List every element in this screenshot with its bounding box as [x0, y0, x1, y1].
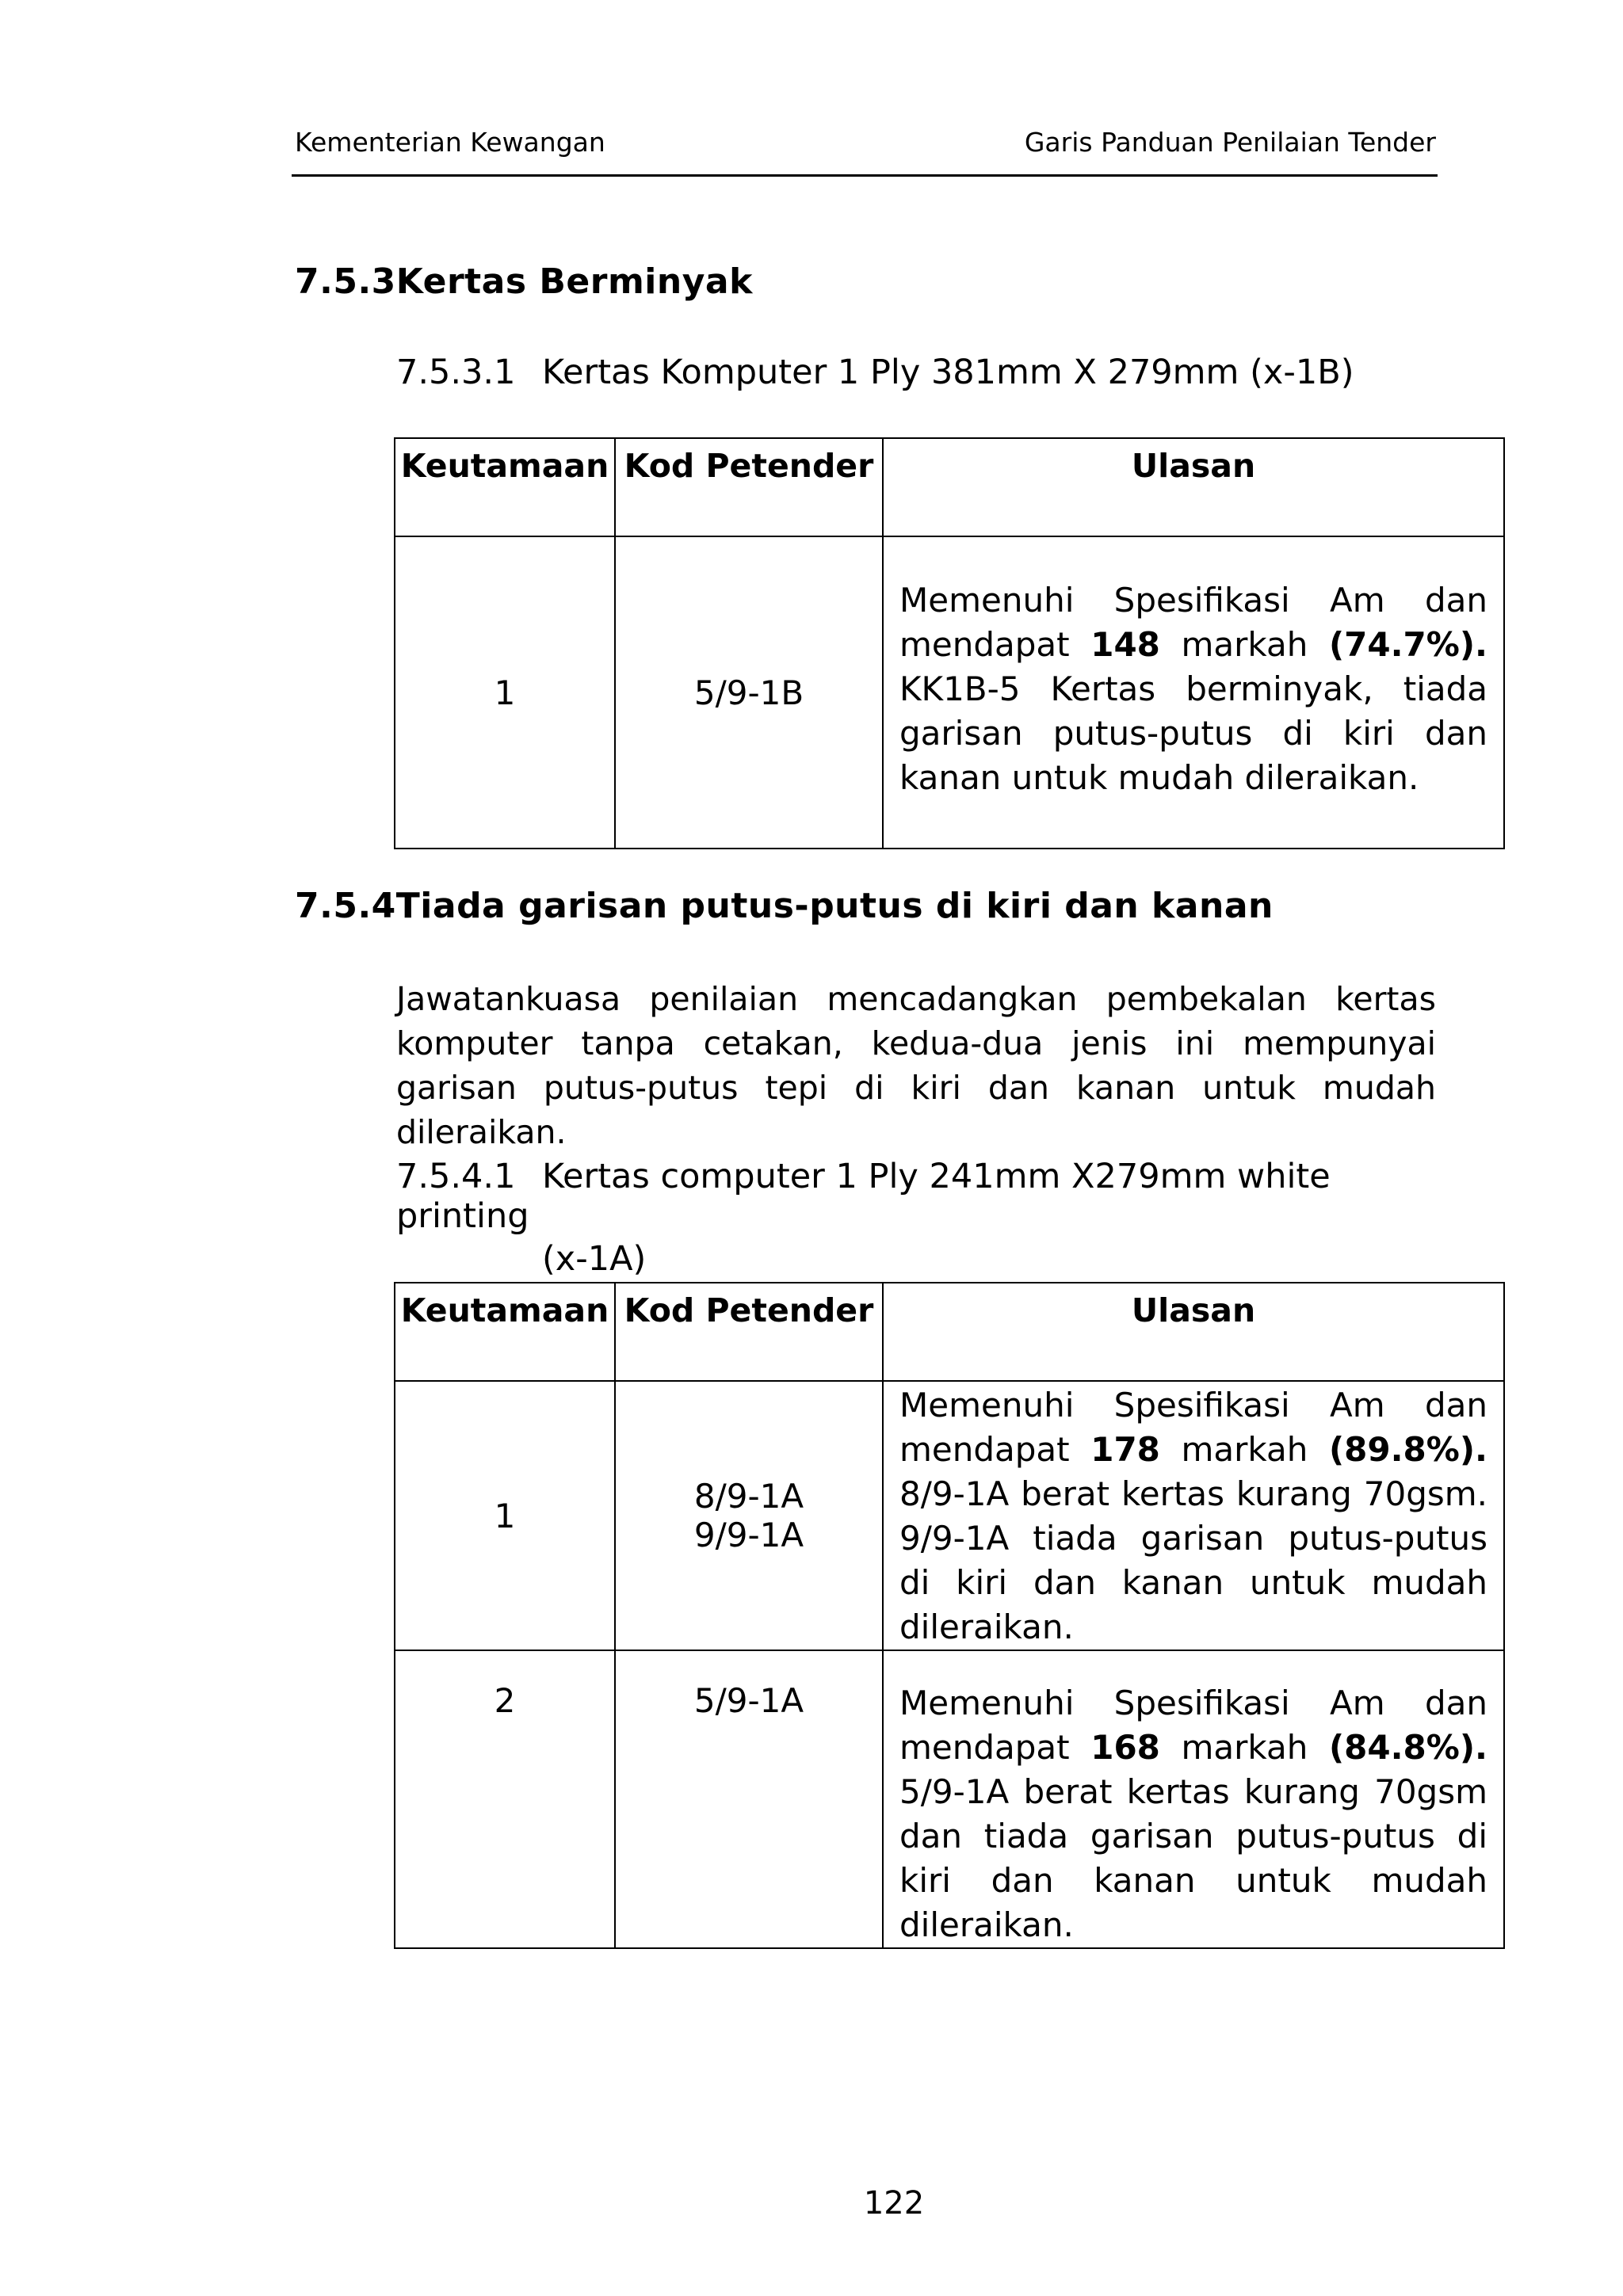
subsection-title: Kertas computer 1 Ply 241mm X279mm white printing: [396, 1157, 1331, 1236]
col-header-keutamaan: Keutamaan: [395, 1283, 615, 1381]
rank-cell: 2: [395, 1650, 615, 1948]
subsection-title-cont: (x-1A): [542, 1239, 647, 1279]
rank-cell: 1: [395, 536, 615, 849]
ulasan-cell: [883, 1381, 1504, 1650]
subsection-number: 7.5.4.1: [396, 1157, 516, 1196]
section-754-title: 7.5.4Tiada garisan putus-putus di kiri dan kanan: [295, 886, 1274, 926]
ulasan-markah: markah: [1159, 1430, 1329, 1469]
code-line: 5/9-1A: [693, 1681, 804, 1720]
subsection-number: 7.5.3.1: [396, 353, 516, 392]
col-header-ulasan: Ulasan: [883, 438, 1504, 536]
marks-value: 168: [1090, 1728, 1160, 1767]
marks-value: 178: [1090, 1430, 1160, 1469]
subsection-7541: [396, 1157, 1436, 1279]
section-754-paragraph: Jawatankuasa penilaian mencadangkan pembekalan kertas komputer tanpa cetakan, kedua-dua jenis ini mempunyai garisan putus-putus tepi di kiri dan kanan untuk mudah dileraikan.: [396, 980, 1436, 1151]
ulasan-text: Memenuhi Spesifikasi Am dan mendapat: [899, 1684, 1487, 1767]
code-line: 5/9-1B: [693, 673, 804, 712]
percent-value: (74.7%).: [1328, 625, 1487, 664]
header-right: Garis Panduan Penilaian Tender: [1024, 127, 1436, 158]
code-cell: [615, 1650, 883, 1948]
col-header-keutamaan: Keutamaan: [395, 438, 615, 536]
table-ranking-1b: [394, 437, 1505, 849]
ulasan-remark: 5/9-1A berat kertas kurang 70gsm dan tiada garisan putus-putus di kiri dan kanan untuk mudah dileraikan.: [899, 1772, 1487, 1944]
table-ranking-1a: [394, 1282, 1505, 1949]
table-header-row: [395, 438, 1504, 536]
rank-cell: 1: [395, 1381, 615, 1650]
page-number: 122: [863, 2185, 925, 2222]
code-line: 9/9-1A: [693, 1516, 804, 1554]
code-cell: [615, 1381, 883, 1650]
ulasan-remark: KK1B-5 Kertas berminyak, tiada garisan putus-putus di kiri dan kanan untuk mudah dileraikan.: [899, 669, 1487, 797]
subsection-title: Kertas Komputer 1 Ply 381mm X 279mm (x-1B): [542, 353, 1354, 392]
header-rule: [292, 174, 1438, 177]
table-row: [395, 1381, 1504, 1650]
code-cell: [615, 536, 883, 849]
col-header-kod-petender: Kod Petender: [615, 1283, 883, 1381]
table-row: [395, 1650, 1504, 1948]
percent-value: (84.8%).: [1328, 1728, 1487, 1767]
ulasan-remark: 8/9-1A berat kertas kurang 70gsm. 9/9-1A tiada garisan putus-putus di kiri dan kanan untuk mudah dileraikan.: [899, 1474, 1487, 1646]
table-header-row: [395, 1283, 1504, 1381]
col-header-kod-petender: Kod Petender: [615, 438, 883, 536]
ulasan-text: Memenuhi Spesifikasi Am dan mendapat: [899, 1386, 1487, 1469]
ulasan-markah: markah: [1159, 625, 1329, 664]
col-header-ulasan: Ulasan: [883, 1283, 1504, 1381]
subsection-7531: [396, 353, 1354, 392]
section-753-title: 7.5.3Kertas Berminyak: [295, 261, 753, 302]
ulasan-text: Memenuhi Spesifikasi Am dan mendapat: [899, 581, 1487, 664]
marks-value: 148: [1090, 625, 1160, 664]
header-left: Kementerian Kewangan: [295, 127, 605, 158]
table-row: [395, 536, 1504, 849]
ulasan-markah: markah: [1159, 1728, 1329, 1767]
ulasan-cell: [883, 1650, 1504, 1948]
percent-value: (89.8%).: [1328, 1430, 1487, 1469]
ulasan-cell: [883, 536, 1504, 849]
code-line: 8/9-1A: [693, 1477, 804, 1516]
